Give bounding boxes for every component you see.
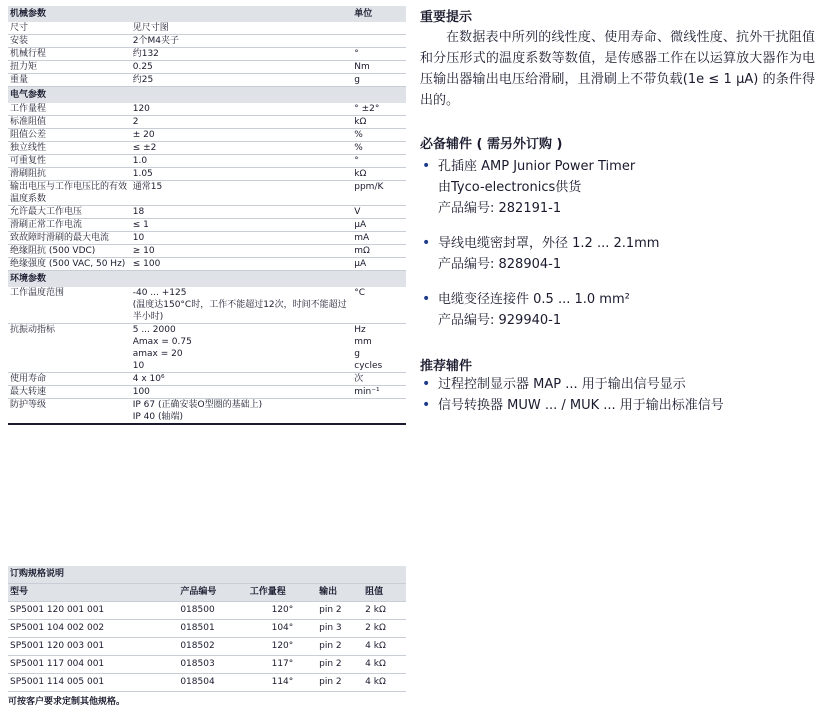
spec-unit: g (354, 75, 360, 85)
spec-value: ≤ 100 (132, 259, 161, 269)
order-note: 可按客户要求定制其他规格。 (8, 697, 126, 707)
spec-name: 独立线性 (10, 143, 47, 153)
order-row (8, 638, 406, 656)
spec-section-title: 环境参数 (8, 271, 352, 288)
spec-value: 约132 (132, 49, 159, 59)
order-header-cell: 工作量程 (248, 584, 317, 602)
spec-name: 滑刷正常工作电流 (10, 220, 83, 230)
spec-row (8, 116, 406, 129)
order-cell: pin 2 (317, 656, 363, 674)
spec-value: -40 ... +125 (132, 288, 187, 298)
spec-unit: cycles (354, 361, 383, 371)
spec-row (8, 103, 406, 116)
spec-unit: Hz (354, 325, 366, 335)
order-cell: SP5001 120 003 001 (8, 638, 178, 656)
spec-name: 尺寸 (10, 23, 29, 33)
spec-name: 绝缘强度 (500 VAC, 50 Hz) (10, 259, 126, 269)
spec-unit: μA (354, 220, 367, 230)
spec-value: 10 (132, 361, 145, 371)
order-cell: SP5001 120 001 001 (8, 602, 178, 620)
accessory-item (420, 156, 815, 219)
order-cell: SP5001 114 005 001 (8, 674, 178, 692)
spec-row (8, 35, 406, 48)
accessory-line: 产品编号: 828904-1 (438, 257, 562, 272)
order-cell: 2 kΩ (363, 620, 406, 638)
spec-name: 抗振动指标 (10, 325, 56, 335)
spec-unit: °C (354, 288, 366, 298)
order-cell: 4 kΩ (363, 638, 406, 656)
order-cell: 018500 (178, 602, 247, 620)
spec-value: 2个M4夹子 (132, 36, 179, 46)
spec-name: 绝缘阻抗 (500 VDC) (10, 246, 96, 256)
spec-unit: V (354, 207, 361, 217)
spec-value: 见尺寸图 (132, 23, 169, 33)
spec-row (8, 219, 406, 232)
order-row (8, 602, 406, 620)
accessory-item (420, 233, 815, 275)
recommended-text: 过程控制显示器 MAP ... 用于输出信号显示 (438, 377, 686, 392)
spec-unit: mΩ (354, 246, 370, 256)
spec-unit: kΩ (354, 117, 367, 127)
spec-value: 0.25 (132, 62, 153, 72)
spec-unit: μA (354, 259, 367, 269)
spec-unit: ppm/K (354, 182, 384, 192)
bullet-icon: • (422, 376, 431, 392)
bullet-icon: • (422, 397, 431, 413)
spec-unit-header (352, 271, 406, 288)
spec-row (8, 168, 406, 181)
order-cell: pin 2 (317, 674, 363, 692)
recommended-list (420, 374, 815, 416)
spec-value: 4 x 10⁶ (132, 374, 165, 384)
spec-row (8, 61, 406, 74)
spec-row (8, 373, 406, 386)
order-cell: 2 kΩ (363, 602, 406, 620)
order-header-cell: 输出 (317, 584, 363, 602)
order-row (8, 674, 406, 692)
spec-value: IP 67 (正确安装O型圈的基础上) (132, 400, 263, 410)
spec-section-title: 电气参数 (8, 87, 352, 104)
order-cell: pin 2 (317, 602, 363, 620)
order-cell: 018503 (178, 656, 247, 674)
order-row (8, 656, 406, 674)
spec-row (8, 324, 406, 373)
spec-unit: % (354, 130, 363, 140)
spec-row (8, 74, 406, 87)
spec-value: IP 40 (轴端) (132, 412, 184, 422)
accessory-line: 由Tyco-electronics供货 (438, 180, 582, 195)
accessory-line: 导线电缆密封罩，外径 1.2 ... 2.1mm (438, 236, 660, 251)
accessory-line: 孔插座 AMP Junior Power Timer (438, 159, 636, 174)
spec-unit: g (354, 349, 360, 359)
spec-name: 标准阻值 (10, 117, 47, 127)
accessory-line: 产品编号: 282191-1 (438, 201, 562, 216)
spec-name: 机械行程 (10, 49, 47, 59)
spec-panel (8, 6, 406, 425)
accessory-line: 产品编号: 929940-1 (438, 313, 562, 328)
order-cell: 117° (248, 656, 317, 674)
spec-value: 1.0 (132, 156, 148, 166)
spec-value: 通常15 (132, 182, 163, 192)
spec-value: 10 (132, 233, 145, 243)
spec-name: 重量 (10, 75, 29, 85)
spec-unit: ° (354, 49, 359, 59)
spec-section-header (8, 87, 406, 104)
accessories-list (420, 156, 815, 331)
spec-row (8, 48, 406, 61)
order-header-cell: 型号 (8, 584, 178, 602)
spec-unit-header (352, 87, 406, 104)
order-row (8, 620, 406, 638)
order-cell: pin 3 (317, 620, 363, 638)
order-cell: SP5001 104 002 002 (8, 620, 178, 638)
accessory-item (420, 289, 815, 331)
spec-row (8, 206, 406, 219)
order-cell: 4 kΩ (363, 674, 406, 692)
spec-value: ≤ ±2 (132, 143, 157, 153)
spec-value: 1.05 (132, 169, 153, 179)
order-cell: SP5001 117 004 001 (8, 656, 178, 674)
important-text: 在数据表中所列的线性度、使用寿命、微线性度、抗外干扰阻值和分压形式的温度系数等数值，是传感器工作在以运算放大器作为电压输出器输出电压给滑刷，且滑刷上不带负载(1e ≤ 1 μA) 的条件得出的。 (420, 30, 815, 108)
spec-unit: ° (354, 156, 359, 166)
recommended-title: 推荐辅件 (420, 359, 473, 374)
bullet-icon: • (422, 235, 431, 251)
spec-value: 2 (132, 117, 139, 127)
spec-name: 滑刷阻抗 (10, 169, 47, 179)
spec-unit: 次 (354, 374, 364, 384)
spec-row (8, 245, 406, 258)
spec-row (8, 258, 406, 271)
spec-section-header (8, 271, 406, 288)
spec-name: 输出电压与工作电压比的有效温度系数 (10, 182, 128, 204)
spec-row (8, 386, 406, 399)
spec-row (8, 129, 406, 142)
order-cell: 104° (248, 620, 317, 638)
spec-row (8, 287, 406, 324)
order-panel (8, 566, 406, 707)
spec-value: 5 ... 2000 (132, 325, 176, 335)
spec-unit-header: 单位 (352, 6, 406, 22)
order-cell: 018502 (178, 638, 247, 656)
spec-value: Amax = 0.75 (132, 337, 192, 347)
spec-value: (温度达150°C时，工作不能超过12次，时间不能超过半小时) (132, 300, 347, 322)
spec-name: 工作温度范围 (10, 288, 65, 298)
important-title: 重要提示 (420, 10, 473, 25)
spec-row (8, 22, 406, 35)
spec-value: ± 20 (132, 130, 155, 140)
bullet-icon: • (422, 158, 431, 174)
order-cell: 120° (248, 602, 317, 620)
spec-name: 扭力矩 (10, 62, 38, 72)
accessories-title: 必备辅件 ( 需另外订购 ) (420, 137, 563, 152)
spec-value: ≤ 1 (132, 220, 149, 230)
spec-row (8, 142, 406, 155)
spec-value: 18 (132, 207, 145, 217)
spec-unit: Nm (354, 62, 370, 72)
spec-section-title: 机械参数 (8, 6, 352, 22)
order-cell: 4 kΩ (363, 656, 406, 674)
spec-row (8, 155, 406, 168)
spec-name: 安装 (10, 36, 29, 46)
spec-unit: min⁻¹ (354, 387, 380, 397)
notes-panel (420, 6, 815, 416)
spec-value: ≥ 10 (132, 246, 155, 256)
spec-value: 100 (132, 387, 150, 397)
recommended-text: 信号转换器 MUW ... / MUK ... 用于输出标准信号 (438, 398, 724, 413)
order-title: 订购规格说明 (8, 566, 406, 584)
order-cell: pin 2 (317, 638, 363, 656)
spec-unit: kΩ (354, 169, 367, 179)
spec-name: 使用寿命 (10, 374, 47, 384)
order-cell: 114° (248, 674, 317, 692)
spec-table (8, 6, 406, 425)
spec-unit: % (354, 143, 363, 153)
spec-name: 阻值公差 (10, 130, 47, 140)
spec-row (8, 181, 406, 206)
spec-value: 约25 (132, 75, 154, 85)
spec-name: 最大转速 (10, 387, 47, 397)
spec-name: 允许最大工作电压 (10, 207, 83, 217)
order-header-cell: 阻值 (363, 584, 406, 602)
spec-row (8, 232, 406, 245)
spec-section-header (8, 6, 406, 22)
spec-row (8, 399, 406, 425)
spec-value: 120 (132, 104, 150, 114)
order-header-cell: 产品编号 (178, 584, 247, 602)
recommended-item (420, 374, 815, 395)
accessory-line: 电缆变径连接件 0.5 ... 1.0 mm² (438, 292, 630, 307)
spec-name: 致故障时滑刷的最大电流 (10, 233, 110, 243)
order-table (8, 566, 406, 692)
spec-name: 工作量程 (10, 104, 47, 114)
spec-name: 防护等级 (10, 400, 47, 410)
spec-unit: mA (354, 233, 370, 243)
spec-name: 可重复性 (10, 156, 47, 166)
spec-unit: ° ±2° (354, 104, 380, 114)
order-cell: 018504 (178, 674, 247, 692)
order-header-row (8, 584, 406, 602)
order-cell: 120° (248, 638, 317, 656)
bullet-icon: • (422, 291, 431, 307)
spec-unit: mm (354, 337, 372, 347)
recommended-item (420, 395, 815, 416)
order-cell: 018501 (178, 620, 247, 638)
spec-value: amax = 20 (132, 349, 183, 359)
